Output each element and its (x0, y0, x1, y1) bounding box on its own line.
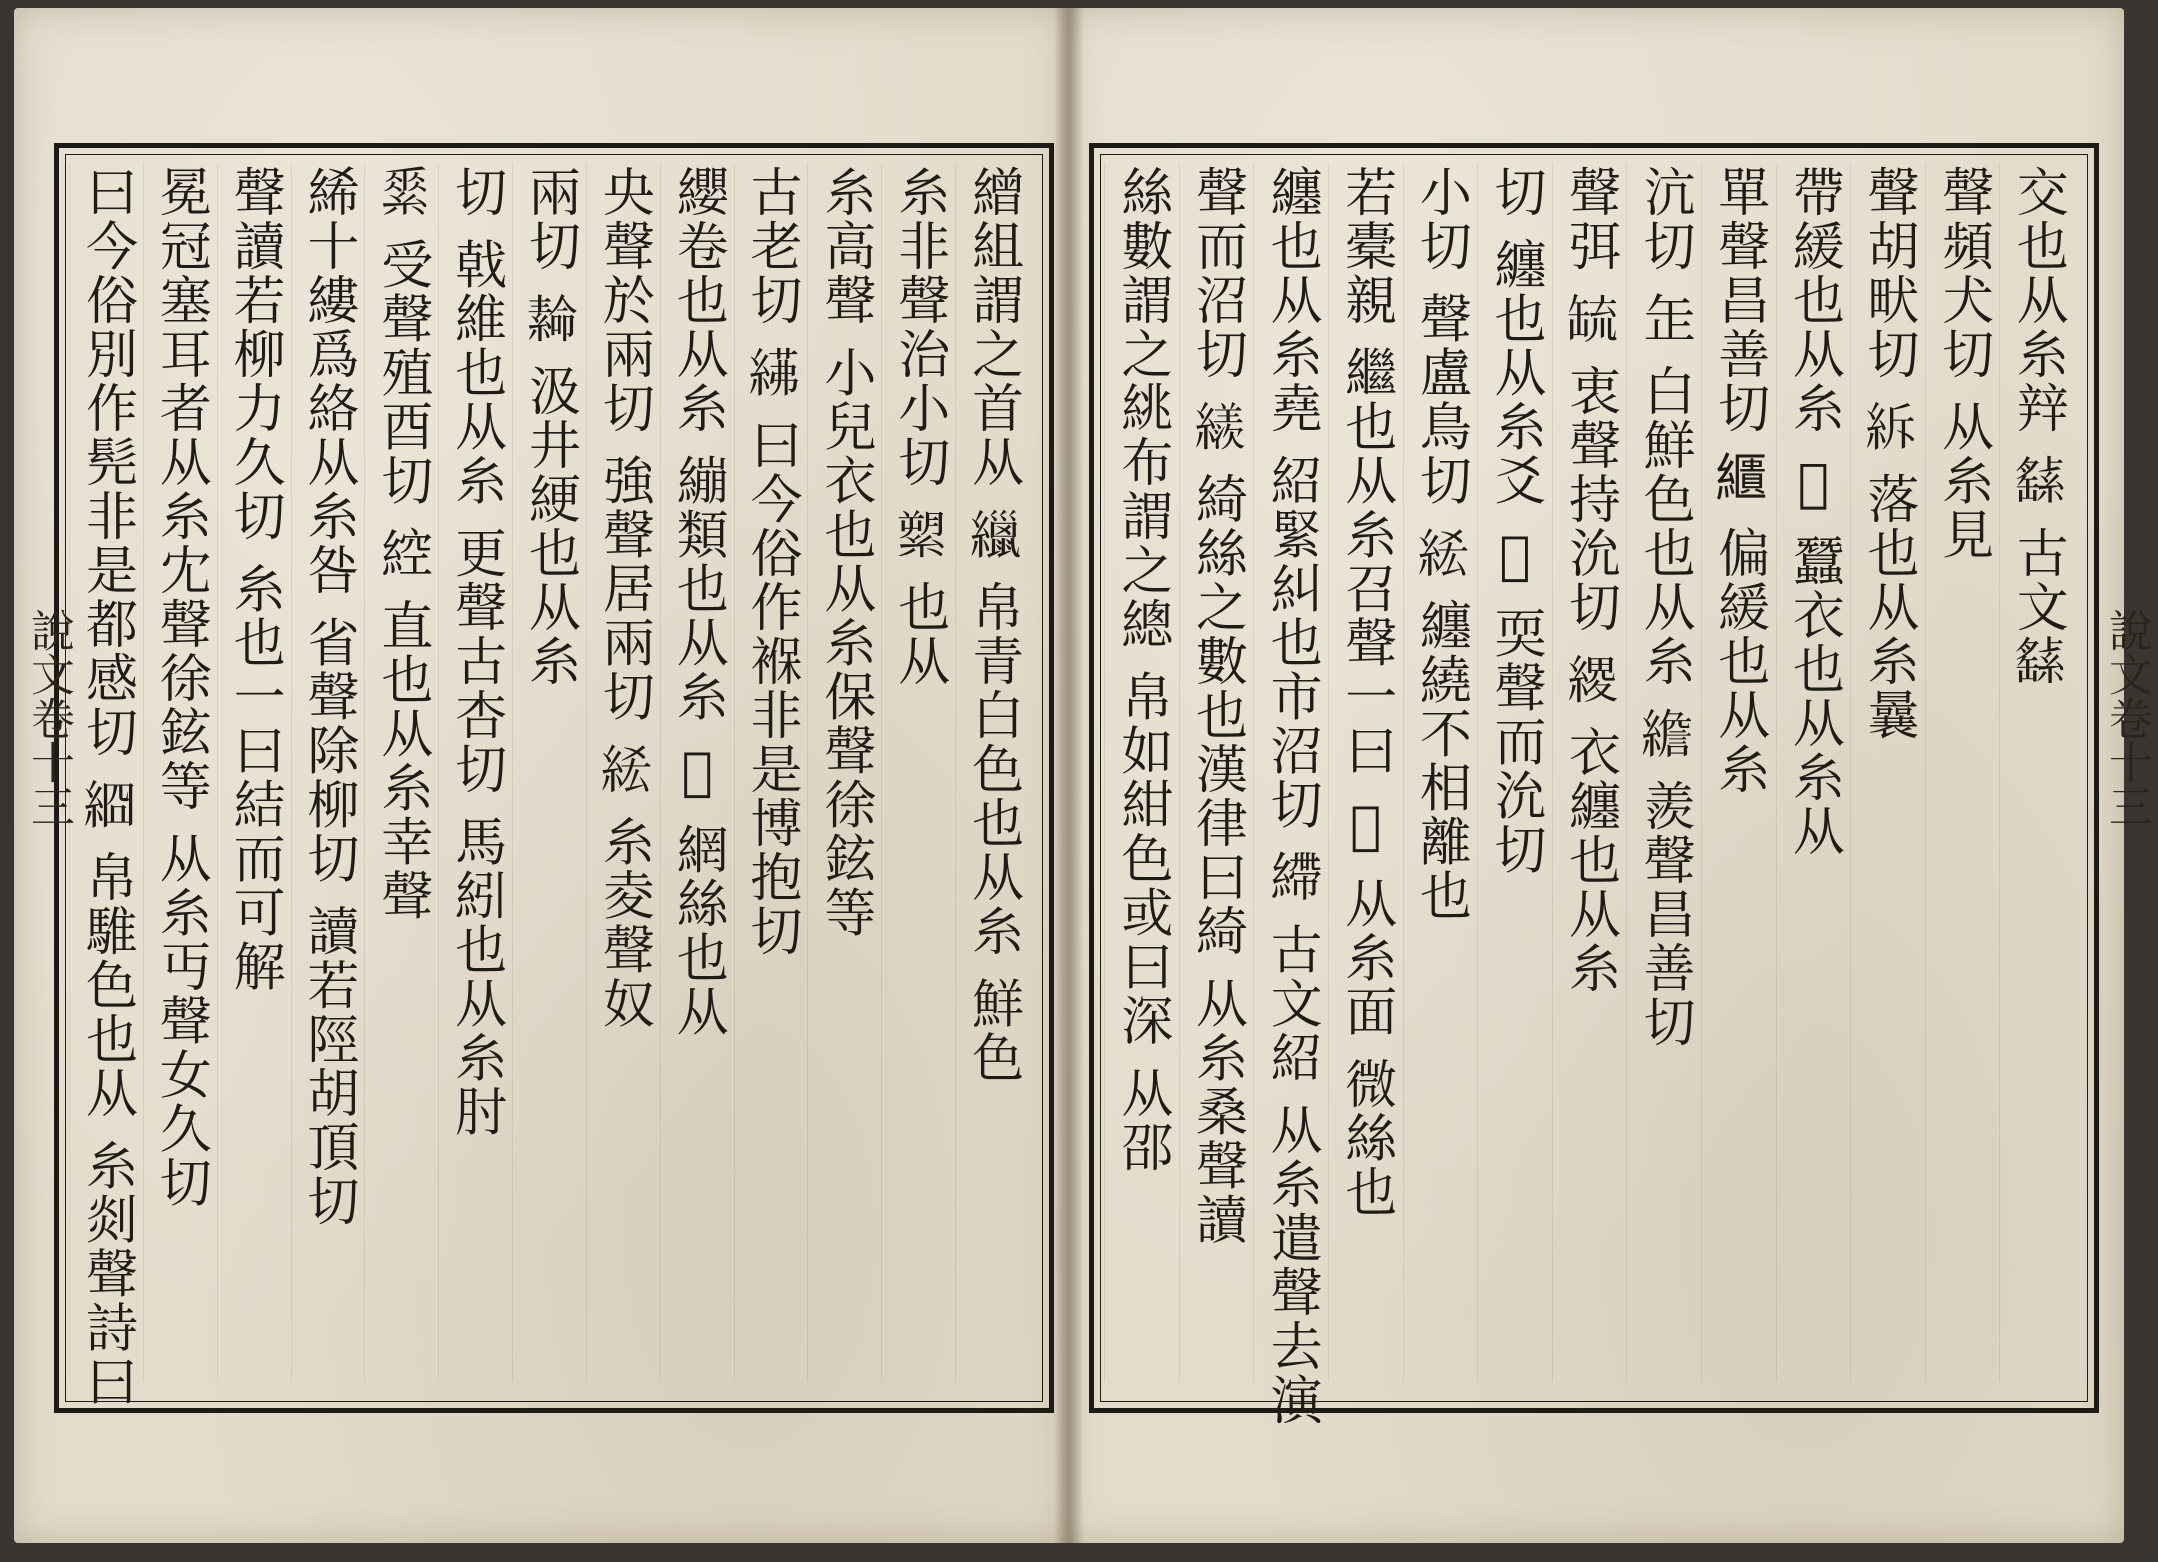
text-column: 聲胡畎切 𥿊 落也从糸曩 (1850, 163, 1925, 1382)
right-page-text (1104, 163, 2074, 1428)
text-column: 切 戟維也从糸 更聲古杏切 馬紖也从糸肘 (438, 163, 512, 1382)
left-margin-title: 說文卷十三 (23, 608, 74, 828)
text-column: 冕冠塞耳者从糸冘聲徐鉉等 从糸丏聲女久切 (143, 163, 217, 1382)
text-column: 交也从糸辡 𦅸 古文𦅸 (1999, 163, 2074, 1382)
text-column: 小切 聲盧鳥切 𥿭 纏繞不相離也 (1403, 163, 1478, 1382)
text-column: 聲弭 𦈷 衷聲持沇切 𦃩 衣纏也从糸 (1552, 163, 1627, 1382)
text-column: 兩切 𦅫 汲井綆也从糸 (512, 163, 586, 1382)
right-margin-title: 說文卷十三 (2101, 608, 2152, 828)
book-spread (14, 8, 2152, 1548)
text-column: 沆切 𦈢 白鮮色也从糸 𦅼 羨聲昌善切 (1626, 163, 1701, 1382)
text-column: 聲讀若柳力久切 糸也一曰結而可解 (217, 163, 291, 1382)
text-column: 帶緩也从糸 𦄳 蠶衣也从糸从 (1776, 163, 1851, 1382)
text-column: 央聲於兩切 強聲居兩切 𥿭 糸夌聲奴 (586, 163, 660, 1382)
text-column: 絺十縷爲絡从糸咎 省聲除柳切 讀若陘胡頂切 (291, 163, 365, 1382)
text-column: 𦃃 受聲殖酉切 𦁈 直也从糸幸聲 (364, 163, 438, 1382)
text-column: 聲頻犬切 从糸見 (1925, 163, 2000, 1382)
text-column: 纓卷也从糸 繃類也从糸 𦁹 網絲也从 (660, 163, 734, 1382)
text-column: 古老切 𦂓 曰今俗作褓非是博抱切 (734, 163, 808, 1382)
text-column: 切 纏也从糸爻 𦈉 耎聲而沇切 (1477, 163, 1552, 1382)
text-column: 絲數謂之絩布謂之總 帛如紺色或曰深 从邵 (1104, 163, 1179, 1382)
text-column: 糸高聲 小兒衣也从糸保聲徐鉉等 (807, 163, 881, 1382)
text-column: 纏也从糸堯 紹緊糾也市沼切 𦄂 古文紹 从糸遣聲去演 (1253, 163, 1328, 1382)
book-gutter (1054, 8, 1084, 1543)
text-column: 繒組謂之首从 𦆻 帛青白色也从糸 鮮色 (955, 163, 1029, 1382)
text-column: 若橐親 繼也从糸召聲一曰 𦁮 从糸面 微絲也 (1328, 163, 1403, 1382)
text-column: 曰今俗別作髡非是都感切 𦀝 帛騅色也从 糸剡聲詩曰 (69, 163, 143, 1382)
text-column: 聲而沼切 𦆀 綺絲之數也漢律曰綺 从糸桑聲讀 (1179, 163, 1254, 1382)
text-column: 單聲昌善切 𦆠 偏緩也从糸 (1701, 163, 1776, 1382)
text-column: 糸非聲治小切 𦃗 也从 (881, 163, 955, 1382)
left-page-text (69, 163, 1029, 1409)
